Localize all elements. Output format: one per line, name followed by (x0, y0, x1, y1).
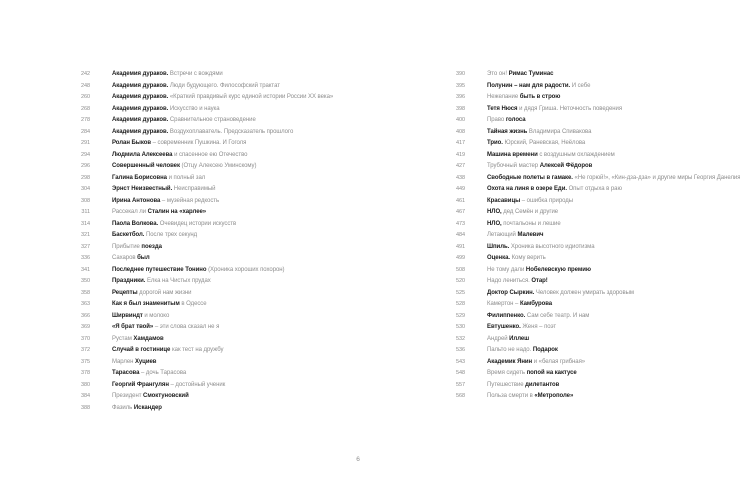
entry-page-number: 543 (455, 358, 465, 365)
toc-entry (375, 184, 742, 196)
entry-page-number: 557 (455, 381, 465, 388)
entry-page-number: 321 (80, 232, 90, 238)
entry-page-number: 372 (80, 347, 90, 353)
entry-title: Президент Смоктуновский (112, 393, 189, 399)
entry-page-number: 473 (455, 220, 465, 227)
entry-page-number: 438 (455, 174, 465, 181)
entry-title: Георгий Франгулян – достойный ученик (112, 381, 226, 388)
entry-title: Право голоса (487, 117, 526, 123)
toc-entry (0, 184, 375, 196)
entry-page-number: 384 (80, 393, 90, 399)
entry-title: Андрей Иллеш (487, 335, 530, 342)
entry-page-number: 304 (80, 186, 90, 192)
toc-entry (375, 299, 742, 311)
entry-page-number: 499 (455, 255, 465, 261)
entry-title: Евтушенко. Женя – поэт (487, 324, 557, 330)
toc-entry (0, 138, 375, 150)
entry-title: Пальто не надо. Подарок (487, 347, 558, 353)
entry-page-number: 248 (80, 82, 90, 89)
toc-entry (375, 368, 742, 380)
toc-entry (0, 69, 375, 81)
toc-entry (0, 322, 375, 334)
entry-page-number: 375 (80, 358, 90, 365)
toc-entry (375, 207, 742, 219)
entry-page-number: 467 (455, 209, 465, 215)
toc-entry (0, 127, 375, 139)
toc-entry (375, 173, 742, 185)
toc-entry (0, 242, 375, 254)
toc-entry (375, 253, 742, 265)
toc-entry (0, 230, 375, 242)
entry-title: НЛО, почтальоны и лешие (487, 220, 561, 227)
entry-page-number: 366 (80, 312, 90, 319)
entry-page-number: 298 (80, 174, 90, 181)
entry-page-number: 491 (455, 243, 465, 250)
entry-page-number: 398 (455, 105, 465, 112)
entry-page-number: 530 (455, 324, 465, 330)
toc-entry (375, 115, 742, 127)
toc-entry (375, 311, 742, 323)
entry-title: Последнее путешествие Тонино (Хроника хороших похорон) (112, 266, 285, 273)
entry-page-number: 369 (80, 324, 90, 330)
entry-title: Академик Янин и «белая грибная» (487, 358, 586, 365)
toc-entry (375, 127, 742, 139)
entry-page-number: 294 (80, 151, 90, 158)
entry-title: Камертон – Камбурова (487, 301, 553, 307)
page-number-folio: 6 (356, 456, 360, 463)
entry-title: Академия дураков. Искусство и наука (112, 105, 220, 112)
entry-page-number: 388 (80, 404, 90, 411)
entry-page-number: 390 (455, 71, 465, 77)
entry-title: Фазиль Искандер (112, 404, 162, 411)
toc-entry (0, 104, 375, 116)
entry-title: Ролан Быков – современник Пушкина. И Гоголя (112, 140, 247, 146)
toc-entry (375, 334, 742, 346)
toc-entry (375, 276, 742, 288)
entry-page-number: 358 (80, 289, 90, 296)
entry-title: Рецепты дорогой нам жизни (112, 289, 192, 296)
toc-entry (375, 288, 742, 300)
entry-title: Баскетбол. После трех секунд (112, 232, 198, 238)
entry-title: Ирина Антонова – музейная редкость (112, 197, 220, 204)
toc-entry (0, 207, 375, 219)
entry-title: Красавицы – ошибка природы (487, 197, 573, 204)
toc-entry (0, 276, 375, 288)
entry-page-number: 350 (80, 278, 90, 284)
entry-title: Тайная жизнь Владимира Спивакова (487, 128, 592, 135)
entry-page-number: 529 (455, 312, 465, 319)
toc-entry (0, 265, 375, 277)
entry-page-number: 525 (455, 289, 465, 296)
entry-title: Оценка. Кому верить (487, 255, 546, 261)
toc-column-left (0, 69, 375, 414)
entry-page-number: 408 (455, 128, 465, 135)
entry-title: Паола Волкова. Очевидец истории искусств (112, 220, 237, 227)
entry-title: Людмила Алексеева и спасенное ею Отечество (112, 151, 248, 158)
toc-entry (375, 230, 742, 242)
entry-title: Эрнст Неизвестный. Неисправимый (112, 186, 216, 192)
entry-title: Путешествие дилетантов (487, 381, 560, 388)
toc-entry (375, 92, 742, 104)
entry-title: Ширвиндт и молоко (112, 312, 170, 319)
entry-title: «Я брат твой» – эти слова сказал не я (112, 324, 220, 330)
toc-entry (0, 150, 375, 162)
entry-page-number: 449 (455, 186, 465, 192)
entry-page-number: 378 (80, 370, 90, 376)
toc-entry (0, 311, 375, 323)
entry-page-number: 419 (455, 151, 465, 158)
entry-page-number: 363 (80, 301, 90, 307)
toc-column-right (375, 69, 742, 403)
toc-entry (0, 368, 375, 380)
entry-page-number: 536 (455, 347, 465, 353)
toc-entry (0, 196, 375, 208)
entry-page-number: 528 (455, 301, 465, 307)
toc-entry (0, 161, 375, 173)
entry-page-number: 568 (455, 393, 465, 399)
entry-page-number: 396 (455, 94, 465, 100)
toc-entry (375, 138, 742, 150)
entry-page-number: 284 (80, 128, 90, 135)
toc-entry (0, 391, 375, 403)
toc-entry (375, 391, 742, 403)
entry-title: Совершенный человек (Отцу Алексею Уминскому) (112, 163, 257, 169)
toc-entry (375, 380, 742, 392)
toc-entry (375, 150, 742, 162)
toc-entry (375, 345, 742, 357)
toc-entry (375, 104, 742, 116)
toc-entry (375, 219, 742, 231)
entry-title: Академия дураков. Воздухоплаватель. Предсказатель прошлого (112, 128, 294, 135)
entry-title: Нежелание быть в строю (487, 94, 561, 100)
entry-title: Как я был знаменитым в Одессе (112, 301, 207, 307)
toc-entry (0, 115, 375, 127)
entry-page-number: 341 (80, 266, 90, 273)
entry-title: Доктор Сыркин. Человек должен умирать здоровым (487, 289, 634, 296)
entry-title: Летающий Малевич (487, 232, 544, 238)
entry-page-number: 308 (80, 197, 90, 204)
entry-title: Праздники. Елка на Чистых прудах (112, 278, 211, 284)
entry-title: Академия дураков. Встречи с вождями (112, 71, 223, 77)
toc-entry (375, 69, 742, 81)
entry-title: Рассекал ли Сталин на «харлее» (112, 209, 207, 215)
entry-title: Галина Борисовна и полный зал (112, 174, 206, 181)
toc-entry (0, 357, 375, 369)
toc-entry (0, 288, 375, 300)
toc-entry (0, 334, 375, 346)
toc-entry (375, 81, 742, 93)
entry-title: Это он! Римас Туминас (487, 71, 554, 77)
entry-title: Случай в гостинице как тест на дружбу (112, 347, 224, 353)
entry-page-number: 291 (80, 140, 90, 146)
entry-title: Академия дураков. «Краткий правдивый курс единой истории России XX века» (112, 94, 334, 100)
entry-page-number: 484 (455, 232, 465, 238)
entry-page-number: 395 (455, 82, 465, 89)
entry-page-number: 370 (80, 335, 90, 342)
entry-title: Академия дураков. Сравнительное страноведение (112, 117, 256, 123)
toc-entry (375, 242, 742, 254)
entry-page-number: 260 (80, 94, 90, 100)
toc-entry (0, 299, 375, 311)
entry-title: Тарасова – дочь Тарасова (112, 370, 187, 376)
toc-entry (0, 92, 375, 104)
entry-title: Полунин – нам для радости. И себе (487, 82, 591, 89)
entry-page-number: 311 (81, 209, 90, 215)
toc-entry (375, 357, 742, 369)
toc-entry (375, 265, 742, 277)
entry-title: Надо лениться. Отар! (487, 278, 548, 284)
entry-page-number: 242 (80, 71, 90, 77)
entry-title: Польза смерти в «Метрополе» (487, 393, 574, 399)
toc-entry (375, 322, 742, 334)
entry-page-number: 520 (455, 278, 465, 284)
toc-entry (0, 173, 375, 185)
entry-title: Тетя Нюся и дядя Гриша. Неточность поведения (487, 105, 623, 112)
entry-page-number: 268 (80, 105, 90, 112)
entry-title: Шпиль. Хроника высотного идиотизма (487, 243, 595, 250)
entry-page-number: 427 (455, 163, 465, 169)
toc-entry (0, 403, 375, 415)
entry-page-number: 278 (80, 117, 90, 123)
toc-entry (375, 161, 742, 173)
entry-page-number: 532 (455, 335, 465, 342)
toc-entry (0, 380, 375, 392)
entry-page-number: 417 (455, 140, 465, 146)
entry-page-number: 548 (455, 370, 465, 376)
entry-title: Трио. Юрский, Раневская, Неёлова (487, 140, 586, 146)
entry-title: Филиппенко. Сам себе театр. И нам (487, 312, 590, 319)
entry-title: Не тому дали Нобелевскую премию (487, 266, 591, 273)
entry-page-number: 314 (80, 220, 90, 227)
entry-title: Сахаров был (112, 255, 150, 261)
entry-page-number: 380 (80, 381, 90, 388)
entry-page-number: 461 (455, 197, 465, 204)
entry-title: Прибытие поезда (112, 243, 162, 250)
entry-title: Рустам Хамдамов (112, 335, 164, 342)
entry-page-number: 336 (80, 255, 90, 261)
toc-entry (0, 81, 375, 93)
entry-page-number: 327 (80, 243, 90, 250)
toc-entry (0, 253, 375, 265)
entry-title: Трубочный мастер Алексей Фёдоров (487, 163, 593, 169)
toc-entry (375, 196, 742, 208)
entry-page-number: 296 (80, 163, 90, 169)
entry-title: Академия дураков. Люди будующего. Философский трактат (112, 82, 280, 89)
entry-page-number: 508 (455, 266, 465, 273)
entry-title: НЛО, дед Семён и другие (487, 209, 559, 215)
toc-entry (0, 345, 375, 357)
toc-entry (0, 219, 375, 231)
entry-title: Время сидеть попой на кактусе (487, 370, 577, 376)
entry-title: Охота на линя в озере Еди. Опыт отдыха в раю (487, 186, 622, 192)
entry-page-number: 400 (455, 117, 465, 123)
entry-title: Свободные полеты в гамаке. «Не горюй!», «Кин-дза-дза» и другие миры Георгия Данелия (487, 174, 740, 181)
entry-title: Машина времени с воздушным охлаждением (487, 151, 615, 158)
entry-title: Марлен Хуциев (112, 358, 157, 365)
